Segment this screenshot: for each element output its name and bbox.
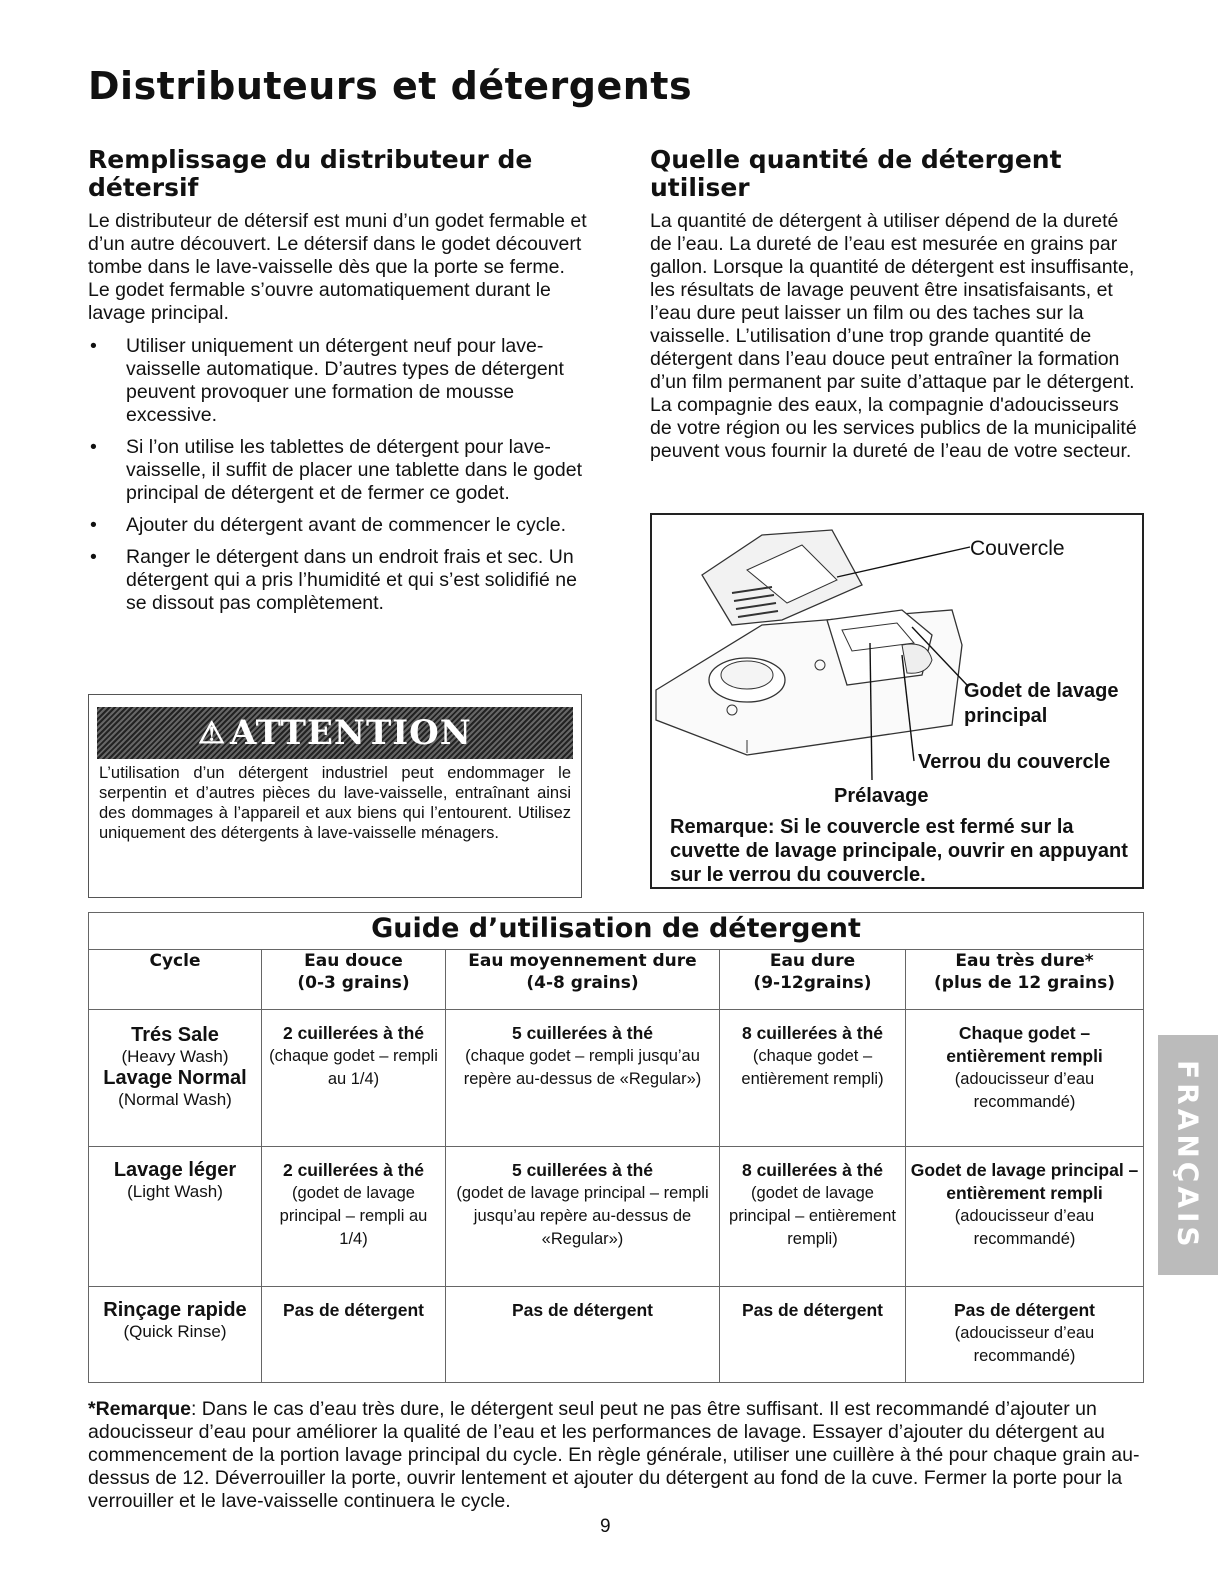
table-cell: 5 cuillerées à thé (chaque godet – rempli jusqu’au repère au-dessus de «Regular») [446, 1010, 720, 1147]
table-row [89, 1147, 1144, 1287]
table-cell: Pas de détergent [446, 1287, 720, 1383]
footnote-lead: *Remarque [88, 1398, 191, 1420]
detergent-guide [88, 912, 1143, 1383]
label-lid: Couvercle [970, 537, 1065, 560]
list-item: • Utiliser uniquement un détergent neuf pour lave-vaisselle automatique. D’autres types de détergent peuvent provoquer une formation de mousse excessive. [88, 335, 588, 427]
cycle-cell: Lavage léger (Light Wash) [89, 1147, 262, 1287]
right-column [650, 146, 1140, 463]
table-row [89, 1287, 1144, 1383]
diagram-note: Remarque: Si le couvercle est fermé sur la cuvette de lavage principale, ouvrir en appuyant sur le verrou du couvercle. [670, 816, 1128, 886]
table-cell: Chaque godet – entièrement rempli (adoucisseur d’eau recommandé) [906, 1010, 1144, 1147]
column-header: Eau très dure* (plus de 12 grains) [906, 950, 1144, 1010]
fill-dispenser-intro: Le distributeur de détersif est muni d’un godet fermable et d’un autre découvert. Le détersif dans le godet découvert tombe dans le lave-vaisselle dès que la porte se ferme. Le godet fermable s’ouvre automatiquement durant le lavage principal. [88, 210, 587, 324]
label-lid-latch: Verrou du couvercle [918, 751, 1111, 773]
cycle-cell: Rinçage rapide (Quick Rinse) [89, 1287, 262, 1383]
fill-dispenser-heading: Remplissage du distributeur de détersif [88, 145, 533, 202]
guide-title: Guide d’utilisation de détergent [89, 913, 1144, 950]
column-header: Eau dure (9-12grains) [720, 950, 906, 1010]
footnote-text: : Dans le cas d’eau très dure, le détergent seul peut ne pas être suffisant. Il est recommandé d’ajouter un adoucisseur d’eau pour améliorer la qualité de l’eau et les performances de lavage. Essayer d’ajouter du détergent au commencement de la portion lavage principal du cycle. En règle générale, utiliser une cuillère à thé pour chaque grain au-dessus de 12. Déverrouiller la porte, ouvrir lentement et ajouter du détergent au fond de la cuve. Fermer la porte pour la verrouiller et le lave-vaisselle continuera le cycle. [88, 1398, 1140, 1512]
table-header-row [89, 950, 1144, 1010]
attention-box [88, 694, 582, 898]
table-row [89, 1010, 1144, 1147]
detergent-amount-heading: Quelle quantité de détergent utiliser [650, 145, 1062, 202]
table-cell: 8 cuillerées à thé (godet de lavage principal – entièrement rempli) [720, 1147, 906, 1287]
list-item: • Si l’on utilise les tablettes de détergent pour lave-vaisselle, il suffit de placer une tablette dans le godet principal de détergent et de fermer ce godet. [88, 436, 588, 505]
dispenser-diagram-box [650, 513, 1144, 889]
attention-banner [97, 707, 573, 759]
page-title: Distributeurs et détergents [88, 64, 693, 108]
column-header: Cycle [89, 950, 262, 1010]
left-column [88, 146, 588, 624]
detergent-amount-text: La quantité de détergent à utiliser dépend de la dureté de l’eau. La dureté de l’eau est mesurée en grains par gallon. Lorsque la quantité de détergent est insuffisante, les résultats de lavage peuvent être insatisfaisants, et l’eau dure peut laisser un film ou des taches sur la vaisselle. L’utilisation d’une trop grande quantité de détergent dans l’eau douce peut entraîner la formation d’un film permanent par suite d’attaque par le détergent. La compagnie des eaux, la compagnie d'adoucisseurs de votre région ou les services publics de la municipalité peuvent vous fournir la dureté de l’eau de votre secteur. [650, 210, 1137, 462]
table-cell: Pas de détergent [720, 1287, 906, 1383]
attention-text: L’utilisation d’un détergent industriel peut endommager le serpentin et d’autres pièces du lave-vaisselle, entraînant ainsi des dommages à l’appareil et aux biens qui l’entourent. Utilisez uniquement des détergents à lave-vaisselle ménagers. [99, 764, 571, 842]
detergent-tips-list [88, 335, 588, 615]
page-number: 9 [600, 1516, 611, 1537]
attention-label: ATTENTION [230, 713, 472, 753]
table-cell: 8 cuillerées à thé (chaque godet – entièrement rempli) [720, 1010, 906, 1147]
label-prewash: Prélavage [834, 785, 929, 807]
list-item: • Ajouter du détergent avant de commencer le cycle. [88, 514, 588, 537]
column-header: Eau douce (0-3 grains) [262, 950, 446, 1010]
table-cell: Godet de lavage principal – entièrement rempli (adoucisseur d’eau recommandé) [906, 1147, 1144, 1287]
list-item: • Ranger le détergent dans un endroit frais et sec. Un détergent qui a pris l’humidité et qui s’est solidifié ne se dissout pas complètement. [88, 546, 588, 615]
table-cell: 2 cuillerées à thé (godet de lavage principal – rempli au 1/4) [262, 1147, 446, 1287]
column-header: Eau moyennement dure (4-8 grains) [446, 950, 720, 1010]
footnote [88, 1398, 1148, 1513]
detergent-guide-table [88, 912, 1144, 1383]
cycle-cell: Trés Sale (Heavy Wash) Lavage Normal (Normal Wash) [89, 1010, 262, 1147]
table-cell: Pas de détergent (adoucisseur d’eau recommandé) [906, 1287, 1144, 1383]
label-main-cup: Godet de lavage principal [964, 680, 1119, 727]
table-cell: 2 cuillerées à thé (chaque godet – rempli au 1/4) [262, 1010, 446, 1147]
table-cell: 5 cuillerées à thé (godet de lavage principal – rempli jusqu’au repère au-dessus de «Regular») [446, 1147, 720, 1287]
table-cell: Pas de détergent [262, 1287, 446, 1383]
warning-icon: ⚠ [198, 715, 227, 751]
language-side-tab: FRANÇAIS [1158, 1035, 1218, 1275]
